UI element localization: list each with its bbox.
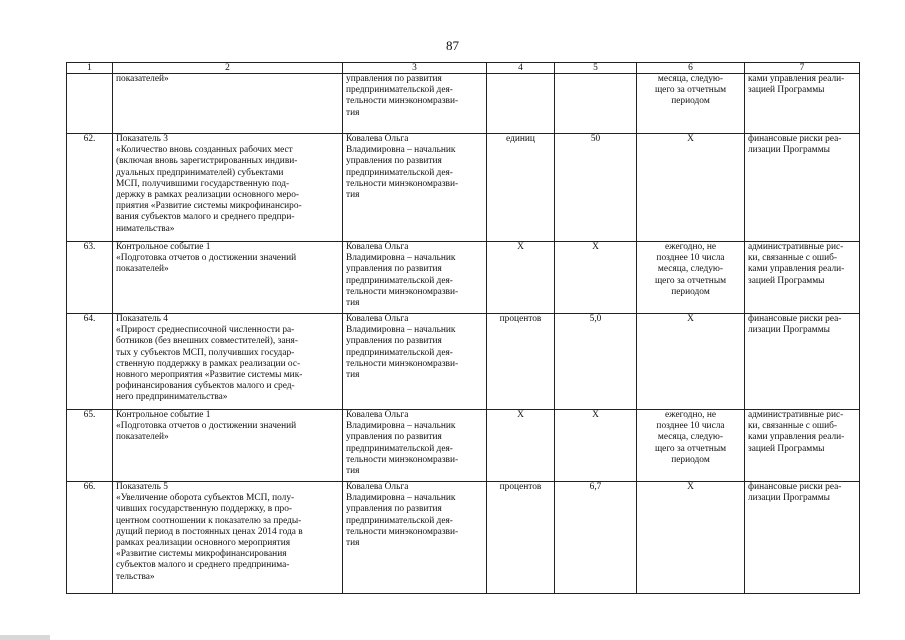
cell-indicator — [113, 482, 343, 594]
cell-line: финансовые риски реа- — [748, 314, 842, 324]
cell-line: ками управления реали- — [748, 432, 845, 443]
cell-line: предпринимательской дея- — [346, 85, 453, 96]
cell-line: дуальных предпринимателей) субъектами — [116, 167, 284, 178]
cell-line: управления по развития — [346, 156, 442, 167]
cell-line: лизации Программы — [748, 145, 830, 156]
cell-line: ками управления реали- — [748, 264, 845, 275]
cell-line: административные рис- — [748, 410, 844, 420]
table-row — [67, 134, 860, 242]
col-header: 4 — [487, 63, 555, 74]
cell-line: тельности минэкономразви- — [346, 526, 459, 537]
cell-line: Х — [687, 134, 694, 144]
cell-line: Ковалева Ольга — [346, 242, 409, 252]
cell-line: щего за отчетным — [654, 85, 727, 96]
col-header: 7 — [745, 63, 860, 74]
cell-responsible — [343, 134, 487, 242]
cell-line: ки, связанные с ошиб- — [748, 421, 838, 432]
cell-unit — [487, 242, 555, 314]
cell-line: позднее 10 числа — [656, 253, 725, 264]
cell-line: «Подготовка отчетов о достижении значений — [116, 421, 297, 432]
cell-line: щего за отчетным — [654, 275, 727, 286]
col-header: 6 — [637, 63, 745, 74]
table-row — [67, 482, 860, 594]
cell-deadline — [637, 74, 745, 134]
cell-line: периодом — [671, 96, 710, 107]
cell-deadline — [637, 482, 745, 594]
cell-line: Х — [517, 410, 524, 420]
cell-unit — [487, 74, 555, 134]
cell-line: показателей» — [116, 432, 169, 443]
cell-line: тельности минэкономразви- — [346, 286, 459, 297]
cell-line: щего за отчетным — [654, 443, 727, 454]
cell-line: тельности минэкономразви- — [346, 454, 459, 465]
cell-line: тия — [346, 370, 360, 381]
table-body — [67, 74, 860, 594]
cell-line: Х — [687, 482, 694, 492]
cell-line: предпринимательской дея- — [346, 167, 453, 178]
cell-value — [555, 314, 637, 410]
page-number: 87 — [446, 38, 459, 53]
cell-line: субъектов малого и среднего предпринима- — [116, 560, 290, 571]
cell-line: периодом — [671, 286, 710, 297]
cell-line: позднее 10 числа — [656, 421, 725, 432]
cell-line: предпринимательской дея- — [346, 515, 453, 526]
cell-deadline — [637, 314, 745, 410]
cell-indicator — [113, 242, 343, 314]
cell-line: тых у субъектов МСП, получивших государ- — [116, 347, 295, 358]
cell-indicator — [113, 74, 343, 134]
table-row — [67, 242, 860, 314]
cell-line: нимательства» — [116, 223, 175, 234]
cell-line: управления по развития — [346, 432, 442, 443]
cell-line: зацией Программы — [748, 443, 825, 454]
cell-line: Х — [592, 410, 599, 420]
cell-unit — [487, 410, 555, 482]
cell-unit — [487, 134, 555, 242]
cell-line: управления по развития — [346, 264, 442, 275]
cell-value — [555, 134, 637, 242]
cell-line: Владимировна – начальник — [346, 145, 456, 156]
cell-line: Владимировна – начальник — [346, 493, 456, 504]
cell-line: Владимировна – начальник — [346, 421, 456, 432]
cell-line: Контрольное событие 1 — [116, 242, 211, 252]
cell-line: лизации Программы — [748, 493, 830, 504]
cell-line: финансовые риски реа- — [748, 134, 842, 144]
cell-line: ками управления реали- — [748, 74, 845, 84]
col-header: 3 — [343, 63, 487, 74]
cell-line: лизации Программы — [748, 325, 830, 336]
cell-number: 65. — [67, 410, 113, 482]
cell-responsible — [343, 74, 487, 134]
cell-line: тия — [346, 190, 360, 201]
cell-line: единиц — [506, 134, 535, 144]
cell-line: Владимировна – начальник — [346, 253, 456, 264]
cell-line: Контрольное событие 1 — [116, 410, 211, 420]
cell-number: 63. — [67, 242, 113, 314]
cell-deadline — [637, 410, 745, 482]
cell-line: процентов — [499, 482, 542, 492]
cell-deadline — [637, 242, 745, 314]
cell-line: 50 — [590, 134, 601, 144]
cell-line: финансовые риски реа- — [748, 482, 842, 492]
cell-line: него предпринимательства» — [116, 392, 228, 403]
cell-line: (включая вновь зарегистрированных индиви- — [116, 156, 298, 167]
cell-risks — [745, 314, 860, 410]
cell-line: зацией Программы — [748, 85, 825, 96]
cell-risks — [745, 242, 860, 314]
cell-line: Показатель 5 — [116, 482, 168, 492]
cell-line: административные рис- — [748, 242, 844, 252]
cell-line: МСП, получившими государственную под- — [116, 178, 290, 189]
cell-value — [555, 410, 637, 482]
cell-line: месяца, следую- — [657, 74, 724, 84]
cell-unit — [487, 482, 555, 594]
cell-line: Ковалева Ольга — [346, 314, 409, 324]
cell-line: ежегодно, не — [664, 410, 717, 420]
cell-line: рофинансирования субъектов малого и сред- — [116, 381, 295, 392]
cell-line: ботников (без внешних совместителей), заня- — [116, 336, 298, 347]
cell-line: центном соотношении к показателю за преды- — [116, 515, 302, 526]
cell-line: Ковалева Ольга — [346, 134, 409, 144]
cell-line: новного мероприятия «Развитие системы мик- — [116, 370, 303, 381]
cell-line: тия — [346, 298, 360, 309]
cell-line: тельства» — [116, 571, 155, 582]
cell-line: тия — [346, 538, 360, 549]
cell-line: предпринимательской дея- — [346, 347, 453, 358]
cell-line: управления по развития — [346, 504, 442, 515]
cell-line: «Подготовка отчетов о достижении значений — [116, 253, 297, 264]
cell-line: месяца, следую- — [657, 264, 724, 275]
cell-indicator — [113, 134, 343, 242]
cell-line: месяца, следую- — [657, 432, 724, 443]
cell-line: показателей» — [116, 74, 169, 84]
cell-number — [67, 74, 113, 134]
cell-number: 62. — [67, 134, 113, 242]
cell-risks — [745, 74, 860, 134]
header-row — [67, 63, 860, 74]
cell-line: Показатель 3 — [116, 134, 168, 144]
cell-line: 5,0 — [589, 314, 602, 324]
cell-line: Х — [517, 242, 524, 252]
cell-responsible — [343, 314, 487, 410]
cell-line: показателей» — [116, 264, 169, 275]
cell-line: «Увеличение оборота субъектов МСП, полу- — [116, 493, 295, 504]
cell-unit — [487, 314, 555, 410]
col-header: 1 — [67, 63, 113, 74]
cell-line: вания субъектов малого и среднего предпри- — [116, 212, 295, 223]
cell-indicator — [113, 314, 343, 410]
cell-responsible — [343, 242, 487, 314]
cell-line: тельности минэкономразви- — [346, 96, 459, 107]
cell-line: предпринимательской дея- — [346, 275, 453, 286]
cell-line: периодом — [671, 454, 710, 465]
cell-responsible — [343, 482, 487, 594]
cell-line: дущий период в постоянных ценах 2014 года в — [116, 526, 303, 537]
cell-number: 66. — [67, 482, 113, 594]
cell-indicator — [113, 410, 343, 482]
cell-line: рамках реализации основного мероприятия — [116, 538, 291, 549]
cell-deadline — [637, 134, 745, 242]
cell-line: приятия «Развитие системы микрофинансиро- — [116, 201, 302, 212]
cell-line: Показатель 4 — [116, 314, 168, 324]
program-table — [66, 62, 860, 594]
cell-line: управления по развития — [346, 336, 442, 347]
cell-line: 6,7 — [589, 482, 602, 492]
cell-risks — [745, 410, 860, 482]
cell-line: «Количество вновь созданных рабочих мест — [116, 145, 293, 156]
table-row — [67, 410, 860, 482]
cell-line: Ковалева Ольга — [346, 482, 409, 492]
cell-line: ки, связанные с ошиб- — [748, 253, 838, 264]
cell-line: держку в рамках реализации основного меро- — [116, 190, 300, 201]
cell-risks — [745, 134, 860, 242]
cell-line: Х — [592, 242, 599, 252]
cell-risks — [745, 482, 860, 594]
cell-line: ежегодно, не — [664, 242, 717, 252]
scan-edge-mark — [0, 635, 50, 640]
table-row — [67, 314, 860, 410]
cell-line: Владимировна – начальник — [346, 325, 456, 336]
cell-line: ственную поддержку в рамках реализации ос- — [116, 358, 301, 369]
cell-line: управления по развития — [346, 74, 442, 84]
col-header: 5 — [555, 63, 637, 74]
cell-line: зацией Программы — [748, 275, 825, 286]
cell-line: Ковалева Ольга — [346, 410, 409, 420]
cell-line: Х — [687, 314, 694, 324]
cell-line: процентов — [499, 314, 542, 324]
cell-value — [555, 482, 637, 594]
cell-line: тия — [346, 466, 360, 477]
cell-line: тельности минэкономразви- — [346, 358, 459, 369]
cell-line: «Развитие системы микрофинансирования — [116, 549, 287, 560]
cell-line: предпринимательской дея- — [346, 443, 453, 454]
cell-value — [555, 242, 637, 314]
cell-line: «Прирост среднесписочной численности ра- — [116, 325, 295, 336]
cell-responsible — [343, 410, 487, 482]
cell-line: чивших государственную поддержку, в про- — [116, 504, 293, 515]
cell-line: тельности минэкономразви- — [346, 178, 459, 189]
col-header: 2 — [113, 63, 343, 74]
cell-number: 64. — [67, 314, 113, 410]
cell-line: тия — [346, 107, 360, 118]
cell-value — [555, 74, 637, 134]
table-row — [67, 74, 860, 134]
